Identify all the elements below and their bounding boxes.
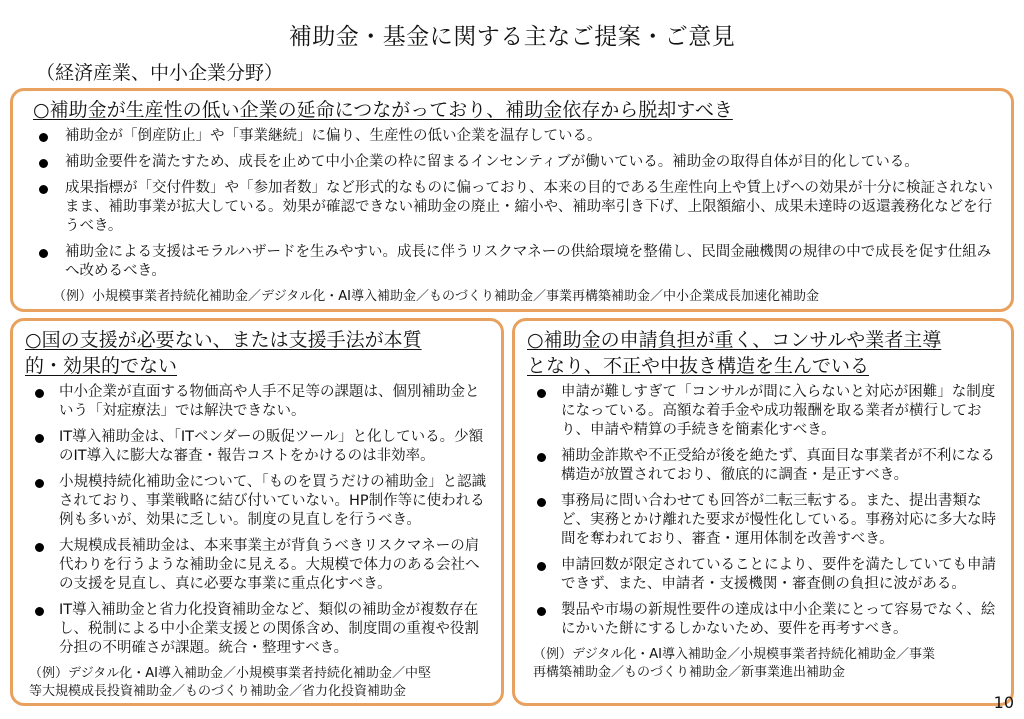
- box-heading-line: 的・効果的でない: [25, 355, 178, 377]
- list-item-text: 小規模持続化補助金について、「ものを買うだけの補助金」と認識されており、事業戦略に結び付いていない。HP制作等に使われる例も多いが、効果に乏しい。制度の見直しを行うべき。: [59, 474, 487, 528]
- list-item-text: 大規模成長補助金は、本来事業主が背負うべきリスクマネーの肩代わりを行うような補助金に見える。大規模で体力のある会社への支援を見直し、真に必要な事業に重点化すべき。: [59, 538, 480, 592]
- list-item-text: 中小企業が直面する物価高や人手不足等の課題は、個別補助金という「対症療法」では解決できない。: [59, 384, 480, 419]
- example-subsidies: [25, 665, 491, 701]
- proposal-box-application-burden: [512, 318, 1014, 706]
- list-item-text: 成果指標が「交付件数」や「参加者数」など形式的なものに偏っており、本来の目的である生産性向上や賃上げへの効果が十分に検証されないまま、補助事業が拡大している。効果が確認できない補助金の廃止・縮小や、補助率引き下げ、上限額縮小、成果未達時の返還義務化などを行うべき。: [65, 180, 993, 234]
- box-heading: [25, 327, 491, 379]
- proposal-box-support-method: [10, 318, 504, 706]
- bullet-icon: [39, 249, 48, 258]
- page-number: 10: [993, 693, 1014, 712]
- list-item: [25, 383, 491, 421]
- list-item: [29, 243, 995, 281]
- list-item-text: 補助金要件を満たすため、成長を止めて中小企業の枠に留まるインセンティブが働いている。補助金の取得自体が目的化している。: [65, 154, 919, 170]
- list-item: [29, 127, 995, 146]
- box-heading-line: ○国の支援が必要ない、または支援手法が本質: [25, 329, 422, 351]
- list-item-text: IT導入補助金と省力化投資補助金など、類似の補助金が複数存在し、税制による中小企業支援との関係含め、制度間の重複や役割分担の不明確さが課題。統合・整理すべき。: [59, 602, 479, 656]
- list-item-text: 申請が難しすぎて「コンサルが間に入らないと対応が困難」な制度になっている。高額な着手金や成功報酬を取る業者が横行しており、申請や精算の手続きを簡素化すべき。: [561, 384, 996, 438]
- list-item: [527, 492, 1001, 549]
- page-subtitle: （経済産業、中小企業分野）: [36, 62, 284, 84]
- list-item-text: 申請回数が限定されていることにより、要件を満たしていても申請できず、また、申請者・支援機関・審査側の負担に波がある。: [561, 557, 996, 592]
- box-heading: [527, 327, 1001, 379]
- bullet-icon: [537, 607, 546, 616]
- bullet-icon: [35, 607, 44, 616]
- bullet-icon: [537, 453, 546, 462]
- bullet-icon: [35, 389, 44, 398]
- bullet-list: [29, 127, 995, 281]
- page-title: 補助金・基金に関する主なご提案・ご意見: [288, 24, 736, 50]
- example-line: 等大規模成長投資補助金／ものづくり補助金／省力化投資補助金: [29, 684, 407, 699]
- bullet-icon: [35, 479, 44, 488]
- example-line: （例）デジタル化・AI導入補助金／小規模事業者持続化補助金／中堅: [29, 666, 431, 681]
- example-subsidies: （例）小規模事業者持続化補助金／デジタル化・AI導入補助金／ものづくり補助金／事業再構築補助金／中小企業成長加速化補助金: [53, 289, 819, 304]
- list-item-text: IT導入補助金は、「ITベンダーの販促ツール」と化している。少額のIT導入に膨大な審査・報告コストをかけるのは非効率。: [59, 429, 484, 464]
- list-item: [527, 447, 1001, 485]
- proposal-box-subsidy-dependence: [10, 88, 1014, 312]
- box-heading: ○補助金が生産性の低い企業の延命につながっており、補助金依存から脱却すべき: [33, 99, 733, 121]
- list-item-text: 事務局に問い合わせても回答が二転三転する。また、提出書類など、実務とかけ離れた要求が慢性化している。事務対応に多大な時間を奪われており、審査・運用体制を改善すべき。: [561, 493, 996, 547]
- list-item: [29, 179, 995, 236]
- list-item-text: 補助金による支援はモラルハザードを生みやすい。成長に伴うリスクマネーの供給環境を整備し、民間金融機関の規律の中で成長を促す仕組みへ改めるべき。: [65, 244, 992, 279]
- list-item: [29, 153, 995, 172]
- bullet-icon: [39, 133, 48, 142]
- bullet-icon: [39, 185, 48, 194]
- list-item-text: 製品や市場の新規性要件の達成は中小企業にとって容易でなく、絵にかいた餅にするしかないため、要件を再考すべき。: [561, 602, 996, 637]
- list-item: [25, 537, 491, 594]
- box-heading-line: ○補助金の申請負担が重く、コンサルや業者主導: [527, 329, 942, 351]
- list-item-text: 補助金詐欺や不正受給が後を絶たず、真面目な事業者が不利になる構造が放置されており、徹底的に調査・是正すべき。: [561, 448, 995, 483]
- list-item-text: 補助金が「倒産防止」や「事業継続」に偏り、生産性の低い企業を温存している。: [65, 128, 602, 144]
- bullet-list: [527, 383, 1001, 639]
- list-item: [527, 383, 1001, 440]
- bullet-icon: [39, 159, 48, 168]
- list-item: [527, 556, 1001, 594]
- list-item: [25, 601, 491, 658]
- bullet-icon: [537, 562, 546, 571]
- list-item: [527, 601, 1001, 639]
- bullet-icon: [35, 434, 44, 443]
- bullet-icon: [537, 389, 546, 398]
- bullet-icon: [35, 543, 44, 552]
- list-item: [25, 428, 491, 466]
- example-subsidies: [527, 646, 1001, 682]
- list-item: [25, 473, 491, 530]
- box-heading-line: となり、不正や中抜き構造を生んでいる: [527, 355, 870, 377]
- bullet-icon: [537, 498, 546, 507]
- example-line: （例）デジタル化・AI導入補助金／小規模事業者持続化補助金／事業: [533, 647, 935, 662]
- example-line: 再構築補助金／ものづくり補助金／新事業進出補助金: [533, 665, 846, 680]
- bullet-list: [25, 383, 491, 658]
